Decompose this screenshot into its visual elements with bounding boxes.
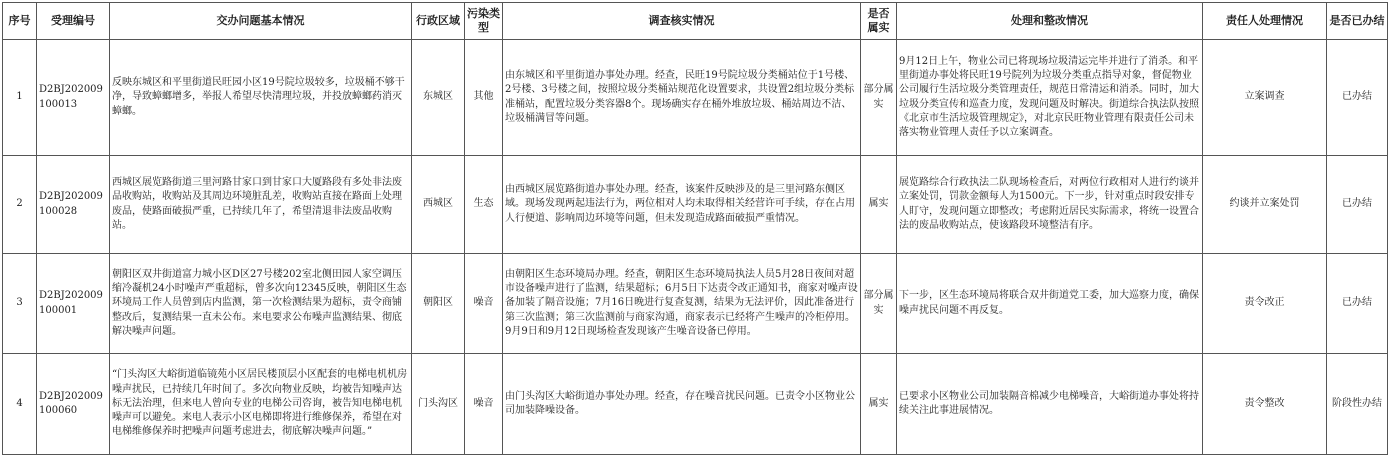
col-header-index: 序号 <box>3 3 37 40</box>
cell-district: 东城区 <box>412 40 465 156</box>
cell-responsibility: 约谈并立案处罚 <box>1203 156 1327 254</box>
cell-verified: 部分属实 <box>861 254 897 354</box>
cell-issue: 朝阳区双井街道富力城小区D区27号楼202室北侧田园人家空调压缩冷凝机24小时噪声严重超标，曾多次向12345反映，朝阳区生态环境局工作人员曾到店内监测，第一次检测结果为超标，责令商铺整改后，复测结果一直未公布。来电要求公布噪声监测结果、彻底解决噪声问题。 <box>110 254 412 354</box>
col-header-case-no: 受理编号 <box>37 3 110 40</box>
cell-pollution: 噪音 <box>465 354 503 455</box>
cell-index: 4 <box>3 354 37 455</box>
cell-pollution: 其他 <box>465 40 503 156</box>
cell-pollution: 生态 <box>465 156 503 254</box>
cell-verified: 属实 <box>861 354 897 455</box>
cell-completed: 已办结 <box>1327 40 1388 156</box>
table-row <box>3 156 1388 254</box>
cell-handling: 9月12日上午，物业公司已将现场垃圾清运完毕并进行了消杀。和平里街道办事处将民旺19号院列为垃圾分类重点指导对象，督促物业公司履行生活垃圾分类管理责任，规范日常清运和消杀。同时，加大垃圾分类宣传和巡查力度，发现问题及时解决。街道综合执法队按照《北京市生活垃圾管理规定》，对北京民旺物业管理有限责任公司未落实物业管理人责任予以立案调查。 <box>897 40 1203 156</box>
cell-completed: 阶段性办结 <box>1327 354 1388 455</box>
cell-handling: 已要求小区物业公司加装隔音棉减少电梯噪音，大峪街道办事处将持续关注此事进展情况。 <box>897 354 1203 455</box>
cell-investigation: 由东城区和平里街道办事处办理。经查，民旺19号院垃圾分类桶站位于1号楼、2号楼、3号楼之间，按照垃圾分类桶站规范化设置要求，共设置2组垃圾分类标准桶站，配置垃圾分类容器8个。现场确实存在桶外堆放垃圾、桶站周边不洁、垃圾桶满冒等问题。 <box>503 40 861 156</box>
cell-investigation: 由门头沟区大峪街道办事处办理。经查，存在噪音扰民问题。已责令小区物业公司加装降噪设备。 <box>503 354 861 455</box>
cell-verified: 属实 <box>861 156 897 254</box>
cell-case-no: D2BJ202009100028 <box>37 156 110 254</box>
col-header-district: 行政区域 <box>412 3 465 40</box>
col-header-investigation: 调查核实情况 <box>503 3 861 40</box>
cell-responsibility: 责令改正 <box>1203 254 1327 354</box>
cell-completed: 已办结 <box>1327 254 1388 354</box>
table-row <box>3 40 1388 156</box>
cell-investigation: 由朝阳区生态环境局办理。经查，朝阳区生态环境局执法人员5月28日夜间对超市设备噪声进行了监测，结果超标；6月5日下达责令改正通知书，商家对噪声设备加装了隔音设施；7月16日晚进行复查复测，结果为无法评价，因此准备进行第三次监测；第三次监测前与商家沟通，商家表示已经将产生噪声的冷柜停用。9月9日和9月12日现场检查发现该产生噪音设备已停用。 <box>503 254 861 354</box>
cell-verified: 部分属实 <box>861 40 897 156</box>
cell-case-no: D2BJ202009100001 <box>37 254 110 354</box>
cell-issue: 西城区展览路街道三里河路甘家口到甘家口大厦路段有多处非法废品收购站，收购站及其周边环境脏乱差，收购站直接在路面上处理废品，使路面破损严重，已持续几年了，希望清退非法废品收购站。 <box>110 156 412 254</box>
cell-district: 西城区 <box>412 156 465 254</box>
cell-district: 门头沟区 <box>412 354 465 455</box>
table-row <box>3 254 1388 354</box>
col-header-pollution: 污染类型 <box>465 3 503 40</box>
col-header-verified: 是否属实 <box>861 3 897 40</box>
cell-completed: 已办结 <box>1327 156 1388 254</box>
cell-investigation: 由西城区展览路街道办事处办理。经查，该案件反映涉及的是三里河路东侧区域。现场发现两起违法行为，两位相对人均未取得相关经营许可手续，存在占用人行便道、影响周边环境等问题，但未发现造成路面破损严重情况。 <box>503 156 861 254</box>
cell-index: 3 <box>3 254 37 354</box>
cell-district: 朝阳区 <box>412 254 465 354</box>
col-header-handling: 处理和整改情况 <box>897 3 1203 40</box>
cell-pollution: 噪音 <box>465 254 503 354</box>
complaint-table <box>2 2 1388 455</box>
cell-issue: 反映东城区和平里街道民旺园小区19号院垃圾较多，垃圾桶不够干净，导致蟑螂增多，举报人希望尽快清理垃圾，并投放蟑螂药消灭蟑螂。 <box>110 40 412 156</box>
cell-case-no: D2BJ202009100013 <box>37 40 110 156</box>
cell-case-no: D2BJ202009100060 <box>37 354 110 455</box>
cell-handling: 展览路综合行政执法二队现场检查后，对两位行政相对人进行约谈并立案处罚，罚款金额每人为1500元。下一步，针对重点时段安排专人盯守，发现问题立即整改；考虑附近居民实际需求，将统一设置合法的废品收购站点，使该路段环境整洁有序。 <box>897 156 1203 254</box>
cell-issue: “门头沟区大峪街道临镜苑小区居民楼顶层小区配套的电梯电机机房噪声扰民，已持续几年时间了。多次向物业反映，均被告知噪声达标无法治理，但来电人曾向专业的电梯公司咨询，被告知电梯电机噪声可以避免。来电人表示小区电梯即将进行维修保养，希望在对电梯维修保养时把噪声问题考虑进去，彻底解决噪声问题。” <box>110 354 412 455</box>
cell-handling: 下一步，区生态环境局将联合双井街道党工委，加大巡察力度，确保噪声扰民问题不再反复。 <box>897 254 1203 354</box>
header-row <box>3 3 1388 40</box>
cell-responsibility: 立案调查 <box>1203 40 1327 156</box>
cell-index: 1 <box>3 40 37 156</box>
col-header-completed: 是否已办结 <box>1327 3 1388 40</box>
cell-responsibility: 责令整改 <box>1203 354 1327 455</box>
col-header-responsibility: 责任人处理情况 <box>1203 3 1327 40</box>
col-header-issue: 交办问题基本情况 <box>110 3 412 40</box>
cell-index: 2 <box>3 156 37 254</box>
table-row <box>3 354 1388 455</box>
